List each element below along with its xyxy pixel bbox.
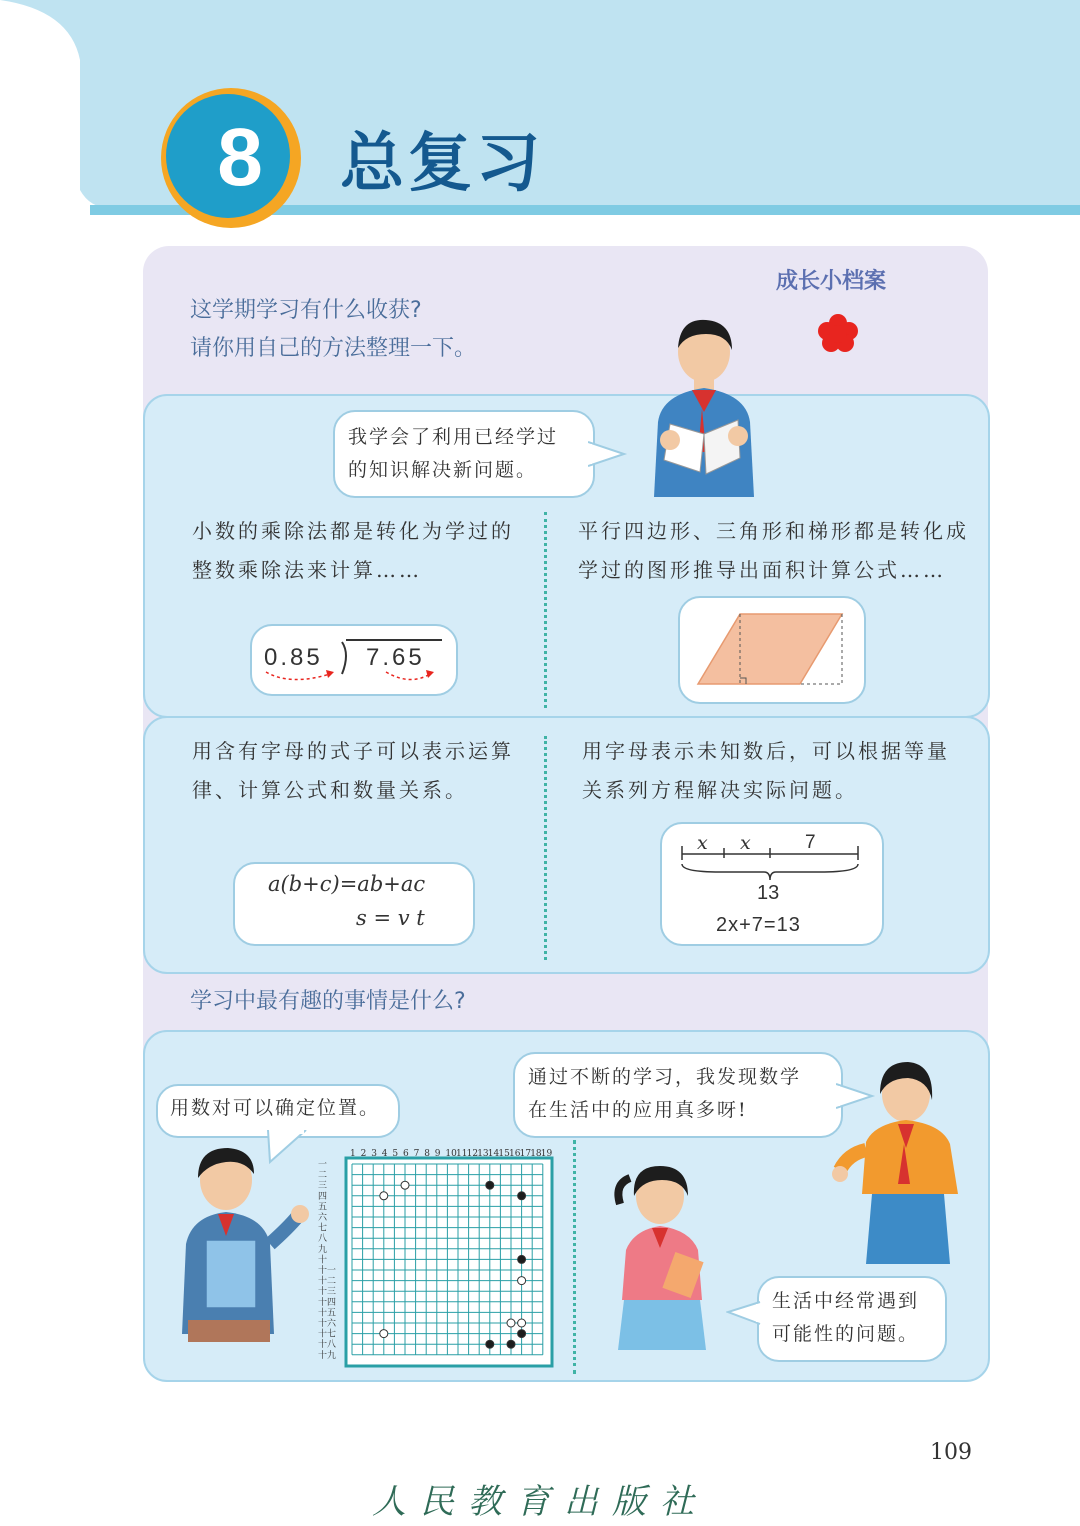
go-board-column-label: 5 [392,1149,399,1159]
go-board-row-label: 三 [318,1181,328,1192]
go-board-column-label: 9 [434,1149,441,1159]
segment-label-x2: x [740,832,751,854]
go-board-column-label: 3 [371,1149,377,1159]
probability-speech-line1: 生活中经常遇到 [772,1290,920,1312]
go-stone [507,1340,515,1348]
go-board-row-label: 六 [318,1213,328,1223]
go-board-column-label: 11 [456,1149,468,1159]
go-stone [518,1255,526,1263]
shapes-text-line1: 平行四边形、三角形和梯形都是转化成 [578,519,969,543]
column-divider-3 [573,1140,576,1374]
boy-notebook-illustration [174,1144,314,1344]
division-dividend: 7.65 [366,644,425,671]
go-board-row-label: 一 [318,1160,328,1170]
go-board-column-label: 8 [424,1149,430,1159]
go-board-column-label: 14 [487,1149,500,1159]
discovery-speech-line1: 通过不断的学习，我发现数学 [528,1066,802,1088]
segment-label-7: 7 [805,832,816,853]
boy-speech-line1: 我学会了利用已经学过 [348,426,559,448]
division-divisor: 0.85 [264,644,323,671]
equations-text-line1: 用字母表示未知数后，可以根据等量 [582,739,950,763]
segment-label-x1: x [697,832,708,854]
go-stone [380,1192,388,1200]
equation-text: 2x+7=13 [716,914,801,936]
go-stone [486,1340,494,1348]
column-divider-2 [544,736,547,960]
chapter-title: 总复习 [340,127,544,201]
go-board-row-label: 四 [318,1191,328,1202]
go-board-row-label: 十 [318,1255,328,1266]
column-divider-1 [544,512,547,708]
go-board-row-label: 十八 [318,1340,337,1351]
go-board-row-label: 五 [318,1202,328,1213]
go-stone [401,1181,409,1189]
go-board-row-label: 九 [318,1244,328,1255]
parallelogram-diagram [678,596,864,702]
go-board [316,1146,556,1370]
go-board-column-label: 12 [466,1149,479,1159]
go-board-column-label: 4 [381,1149,388,1159]
go-board-column-label: 16 [509,1149,521,1159]
go-board-column-label: 17 [519,1149,532,1159]
page-number: 109 [930,1440,972,1465]
go-board-row-label: 八 [318,1234,328,1245]
go-board-row-label: 十一 [318,1266,337,1276]
go-board-column-label: 2 [360,1149,367,1159]
chapter-number: 8 [217,112,263,203]
go-board-row-label: 十二 [318,1276,337,1287]
go-board-row-label: 十三 [318,1287,337,1298]
go-board-row-label: 七 [318,1223,328,1234]
go-stone [507,1319,515,1327]
boy-speech-line2: 的知识解决新问题。 [348,459,538,481]
growth-question-line1: 这学期学习有什么收获? [190,298,422,323]
go-board-row-label: 十七 [318,1329,337,1340]
segment-total: 13 [757,882,780,904]
go-board-column-label: 13 [477,1149,489,1159]
interesting-question: 学习中最有趣的事情是什么? [190,989,466,1014]
decimals-text-line2: 整数乘除法来计算…… [192,558,422,582]
go-stone [380,1330,388,1338]
go-stone [518,1319,526,1327]
flower-icon [815,312,861,354]
go-board-row-label: 二 [318,1170,328,1181]
probability-speech-line2: 可能性的问题。 [772,1323,920,1345]
go-board-column-label: 1 [350,1149,356,1159]
formula-distributive: a(b+c)=ab+ac [268,872,426,896]
bubble-tail [726,1300,762,1328]
go-board-column-label: 10 [445,1149,457,1159]
go-board-row-label: 十四 [318,1297,337,1308]
formula-distance: s = v t [356,906,425,930]
boy-reading-illustration [640,312,770,500]
go-board-row-label: 十六 [318,1319,337,1329]
shapes-text-line2: 学过的图形推导出面积计算公式…… [578,558,946,582]
go-stone [486,1181,494,1189]
girl-pointing-illustration [832,1054,972,1264]
go-board-column-label: 19 [540,1149,553,1159]
growth-record-tag: 成长小档案 [776,269,887,294]
decimals-text-line1: 小数的乘除法都是转化为学过的 [192,519,514,543]
equations-text-line2: 关系列方程解决实际问题。 [582,778,858,802]
go-board-column-label: 15 [498,1149,510,1159]
letters-text-line1: 用含有字母的式子可以表示运算 [192,739,514,763]
go-board-column-label: 18 [530,1149,542,1159]
coordinate-speech-text: 用数对可以确定位置。 [170,1097,381,1119]
go-board-column-label: 6 [403,1149,409,1159]
go-board-row-label: 十五 [318,1308,337,1319]
go-stone [518,1277,526,1285]
discovery-speech-line2: 在生活中的应用真多呀! [528,1099,748,1121]
go-board-row-label: 十九 [318,1350,337,1361]
go-stone [518,1330,526,1338]
go-stone [518,1192,526,1200]
go-board-column-label: 7 [413,1149,420,1159]
bubble-tail [588,440,628,470]
growth-question-line2: 请你用自己的方法整理一下。 [190,336,477,361]
publisher-watermark-bottom: 人民教育出版社 [372,1482,708,1522]
girl-writing-illustration [610,1160,720,1360]
letters-text-line2: 律、计算公式和数量关系。 [192,778,468,802]
